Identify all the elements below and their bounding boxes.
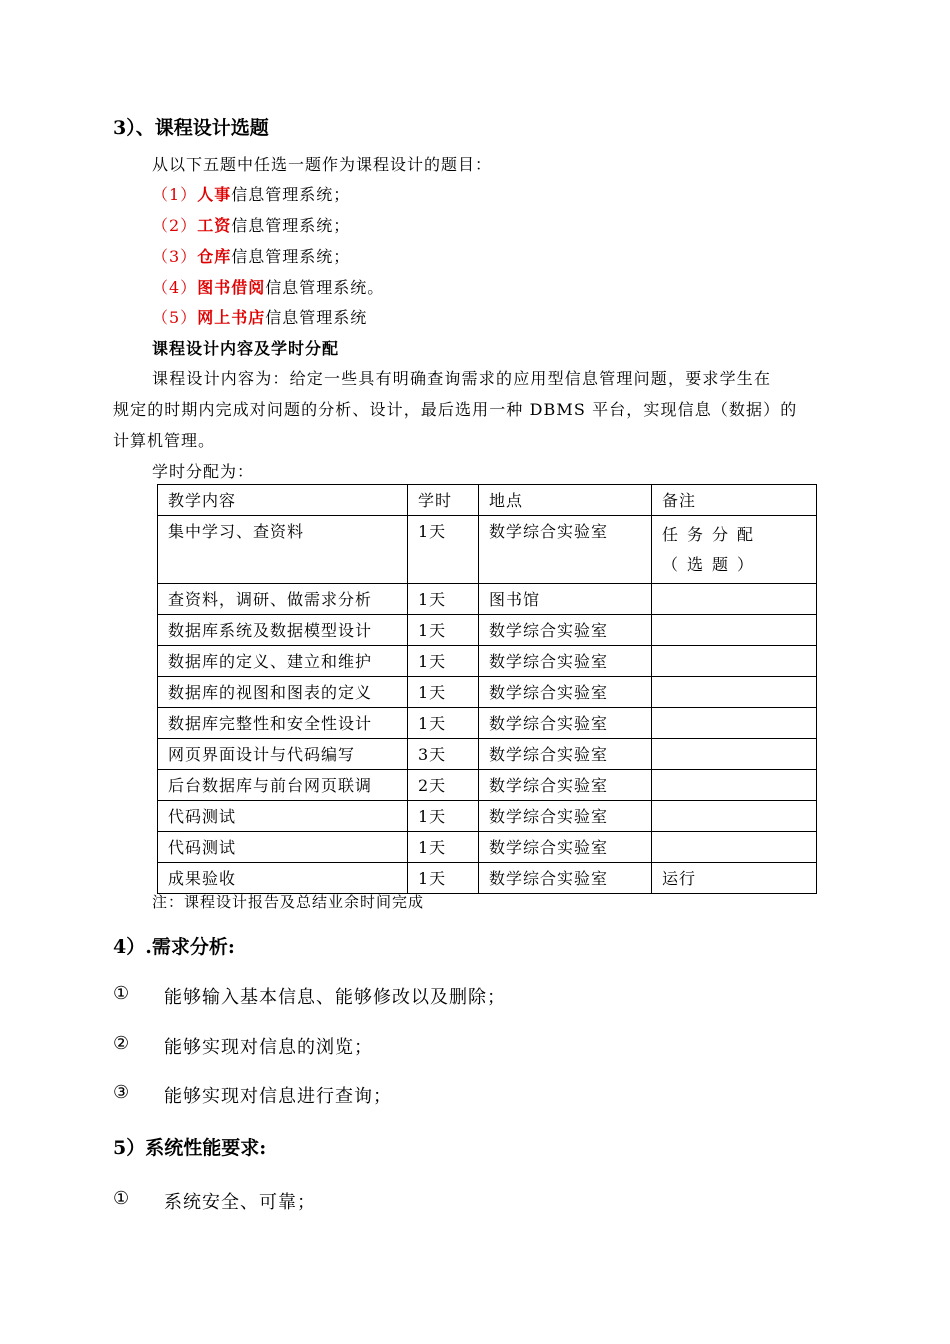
table-cell xyxy=(652,832,817,863)
table-cell: 1天 xyxy=(408,863,479,894)
table-cell: 3天 xyxy=(408,739,479,770)
list-item-text: 能够实现对信息的浏览； xyxy=(164,1037,373,1058)
topic-key: 工资 xyxy=(197,216,232,235)
table-row xyxy=(158,646,817,677)
topic-key: 人事 xyxy=(197,185,232,204)
table-cell: 1天 xyxy=(408,615,479,646)
section4-heading: 4）.需求分析: xyxy=(113,936,235,958)
topic-item xyxy=(152,182,350,205)
table-cell: 1天 xyxy=(408,677,479,708)
topic-rest: 信息管理系统 xyxy=(265,308,368,327)
table-cell xyxy=(652,677,817,708)
table-cell xyxy=(652,584,817,615)
topic-rest: 信息管理系统； xyxy=(231,185,351,204)
list-marker: ① xyxy=(113,1188,131,1209)
table-cell: 集中学习、查资料 xyxy=(158,516,408,584)
topic-number: （4） xyxy=(152,278,198,297)
table-cell: 数据库完整性和安全性设计 xyxy=(158,708,408,739)
table-cell: 任务分配（选题） xyxy=(652,516,817,584)
section3-heading: 3）、课程设计选题 xyxy=(113,117,269,139)
table-cell: 1天 xyxy=(408,584,479,615)
topic-item xyxy=(152,244,350,267)
table-row xyxy=(158,832,817,863)
table-cell: 1天 xyxy=(408,708,479,739)
table-cell: 数学综合实验室 xyxy=(479,863,652,894)
list-marker: ③ xyxy=(113,1082,131,1103)
list-marker: ② xyxy=(113,1033,131,1054)
table-header-cell: 地点 xyxy=(479,485,652,516)
topic-number: （1） xyxy=(152,185,198,204)
topic-rest: 信息管理系统； xyxy=(231,247,351,266)
table-cell: 数学综合实验室 xyxy=(479,708,652,739)
topic-key: 网上书店 xyxy=(197,308,266,327)
topic-key: 图书借阅 xyxy=(197,278,266,297)
list-item-text: 能够输入基本信息、能够修改以及删除； xyxy=(164,987,506,1008)
table-row xyxy=(158,801,817,832)
table-header-cell: 教学内容 xyxy=(158,485,408,516)
table-cell: 1天 xyxy=(408,801,479,832)
table-row xyxy=(158,516,817,584)
table-cell: 数学综合实验室 xyxy=(479,832,652,863)
list-item xyxy=(113,1082,392,1107)
topic-rest: 信息管理系统。 xyxy=(265,278,385,297)
table-cell: 网页界面设计与代码编写 xyxy=(158,739,408,770)
topic-number: （5） xyxy=(152,308,198,327)
table-cell: 1天 xyxy=(408,832,479,863)
topic-rest: 信息管理系统； xyxy=(231,216,351,235)
table-row xyxy=(158,584,817,615)
section5-heading: 5）系统性能要求: xyxy=(113,1137,267,1159)
list-item-text: 系统安全、可靠； xyxy=(164,1192,316,1213)
topic-item xyxy=(152,305,367,328)
table-cell: 1天 xyxy=(408,646,479,677)
table-cell xyxy=(652,739,817,770)
list-marker: ① xyxy=(113,983,131,1004)
table-cell xyxy=(652,615,817,646)
table-cell xyxy=(652,646,817,677)
table-cell: 数学综合实验室 xyxy=(479,677,652,708)
section3-intro: 从以下五题中任选一题作为课程设计的题目： xyxy=(152,155,493,174)
table-cell: 数据库的定义、建立和维护 xyxy=(158,646,408,677)
table-cell: 图书馆 xyxy=(479,584,652,615)
table-cell: 代码测试 xyxy=(158,801,408,832)
topic-item xyxy=(152,213,350,236)
content-paragraph-line: 课程设计内容为：给定一些具有明确查询需求的应用型信息管理问题，要求学生在 xyxy=(152,369,772,388)
table-row xyxy=(158,770,817,801)
table-cell: 查资料，调研、做需求分析 xyxy=(158,584,408,615)
table-note: 注：课程设计报告及总结业余时间完成 xyxy=(152,893,425,911)
content-paragraph-line: 规定的时期内完成对问题的分析、设计，最后选用一种 DBMS 平台，实现信息（数据）的 xyxy=(113,400,798,419)
table-cell: 运行 xyxy=(652,863,817,894)
table-cell: 成果验收 xyxy=(158,863,408,894)
schedule-table xyxy=(157,484,817,894)
table-header-cell: 学时 xyxy=(408,485,479,516)
list-item xyxy=(113,1033,373,1058)
table-cell: 1天 xyxy=(408,516,479,584)
table-cell: 代码测试 xyxy=(158,832,408,863)
table-cell: 数学综合实验室 xyxy=(479,615,652,646)
allocation-label: 学时分配为： xyxy=(152,462,255,481)
table-cell: 后台数据库与前台网页联调 xyxy=(158,770,408,801)
table-row xyxy=(158,708,817,739)
section3-subheading: 课程设计内容及学时分配 xyxy=(152,339,340,358)
table-cell: 数学综合实验室 xyxy=(479,646,652,677)
list-item xyxy=(113,983,506,1008)
table-cell: 数据库系统及数据模型设计 xyxy=(158,615,408,646)
table-cell: 数学综合实验室 xyxy=(479,770,652,801)
table-row xyxy=(158,615,817,646)
table-header-cell: 备注 xyxy=(652,485,817,516)
table-cell xyxy=(652,708,817,739)
list-item-text: 能够实现对信息进行查询； xyxy=(164,1086,392,1107)
table-row xyxy=(158,863,817,894)
table-row xyxy=(158,739,817,770)
list-item xyxy=(113,1188,316,1213)
topic-number: （2） xyxy=(152,216,198,235)
content-paragraph-line: 计算机管理。 xyxy=(113,431,216,450)
table-cell xyxy=(652,801,817,832)
table-cell: 数学综合实验室 xyxy=(479,739,652,770)
topic-item xyxy=(152,275,384,298)
table-cell: 数学综合实验室 xyxy=(479,516,652,584)
table-cell: 数学综合实验室 xyxy=(479,801,652,832)
table-cell: 数据库的视图和图表的定义 xyxy=(158,677,408,708)
topic-key: 仓库 xyxy=(197,247,232,266)
table-cell xyxy=(652,770,817,801)
table-header-row xyxy=(158,485,817,516)
table-cell: 2天 xyxy=(408,770,479,801)
topic-number: （3） xyxy=(152,247,198,266)
table-row xyxy=(158,677,817,708)
